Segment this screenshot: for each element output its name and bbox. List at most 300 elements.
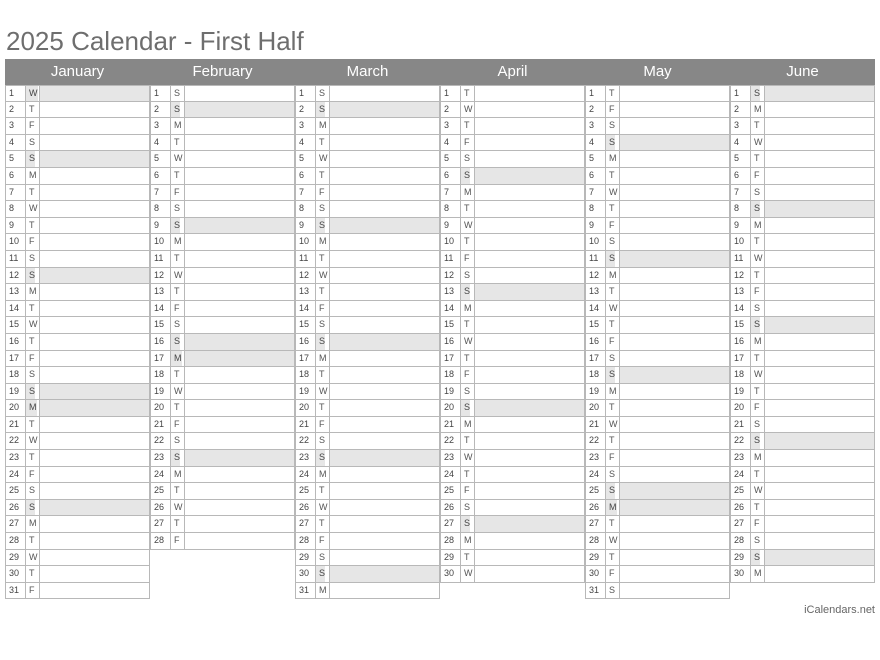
day-row [730, 234, 875, 251]
weekday-letter: W [605, 301, 618, 317]
day-row [150, 85, 295, 102]
note-cell [764, 433, 874, 449]
day-number: 27 [444, 518, 455, 529]
day-row [150, 516, 295, 533]
day-number: 5 [444, 153, 450, 164]
weekday-letter: M [315, 118, 327, 134]
day-row [295, 85, 440, 102]
note-cell [184, 433, 294, 449]
day-number: 31 [299, 584, 310, 595]
note-cell [619, 566, 729, 582]
weekday-letter: F [25, 467, 35, 483]
day-row [585, 317, 730, 334]
day-number: 12 [154, 269, 165, 280]
weekday-letter: W [750, 367, 763, 383]
day-row [150, 118, 295, 135]
day-row [730, 301, 875, 318]
day-number: 2 [444, 103, 450, 114]
weekday-letter: S [170, 317, 180, 333]
note-cell [39, 467, 149, 483]
note-cell [619, 500, 729, 516]
weekday-letter: T [170, 251, 180, 267]
day-row [295, 234, 440, 251]
day-number: 1 [154, 88, 160, 98]
day-row [295, 566, 440, 583]
day-number: 18 [444, 369, 455, 380]
day-row [150, 417, 295, 434]
day-number: 12 [299, 269, 310, 280]
weekday-letter: F [170, 417, 180, 433]
day-number: 6 [734, 169, 740, 180]
weekday-letter: T [170, 367, 180, 383]
note-cell [619, 251, 729, 267]
day-row [585, 85, 730, 102]
note-cell [184, 400, 294, 416]
note-cell [39, 583, 149, 599]
day-number: 21 [9, 418, 20, 429]
note-cell [474, 351, 584, 367]
day-number: 3 [734, 120, 740, 131]
note-cell [474, 135, 584, 151]
day-row [295, 334, 440, 351]
weekday-letter: W [170, 268, 183, 284]
weekday-letter: M [605, 268, 617, 284]
note-cell [474, 550, 584, 566]
day-number: 26 [299, 501, 310, 512]
note-cell [474, 400, 584, 416]
weekday-letter: T [170, 483, 180, 499]
note-cell [764, 533, 874, 549]
note-cell [329, 533, 439, 549]
note-cell [764, 483, 874, 499]
note-cell [764, 566, 874, 582]
note-cell [619, 516, 729, 532]
weekday-letter: W [460, 334, 473, 350]
day-number: 22 [444, 435, 455, 446]
weekday-letter: F [605, 218, 615, 234]
day-row [5, 467, 150, 484]
day-number: 30 [589, 568, 600, 579]
weekday-letter: T [460, 467, 470, 483]
day-row [730, 168, 875, 185]
day-number: 11 [9, 252, 19, 263]
note-cell [184, 450, 294, 466]
note-cell [474, 450, 584, 466]
day-row [295, 467, 440, 484]
day-row [150, 483, 295, 500]
day-number: 14 [734, 302, 745, 313]
day-row [440, 566, 585, 583]
day-number: 1 [444, 88, 450, 98]
day-row [295, 483, 440, 500]
day-row [295, 185, 440, 202]
note-cell [764, 467, 874, 483]
weekday-letter: M [170, 118, 182, 134]
day-row [730, 533, 875, 550]
note-cell [619, 483, 729, 499]
day-number: 31 [9, 584, 20, 595]
weekday-letter: S [315, 218, 325, 234]
day-row [295, 301, 440, 318]
day-number: 29 [444, 551, 455, 562]
note-cell [329, 218, 439, 234]
day-row [150, 234, 295, 251]
weekday-letter: S [25, 483, 35, 499]
day-row [440, 151, 585, 168]
day-row [295, 317, 440, 334]
weekday-letter: T [605, 516, 615, 532]
note-cell [619, 118, 729, 134]
day-number: 18 [734, 369, 745, 380]
weekday-letter: F [750, 284, 760, 300]
weekday-letter: T [25, 334, 35, 350]
day-number: 4 [589, 136, 595, 147]
weekday-letter: F [25, 118, 35, 134]
day-row [5, 85, 150, 102]
day-row [150, 500, 295, 517]
day-number: 8 [734, 203, 740, 214]
day-row [150, 168, 295, 185]
day-row [5, 384, 150, 401]
note-cell [329, 467, 439, 483]
day-number: 8 [9, 203, 15, 214]
weekday-letter: S [315, 334, 325, 350]
day-row [730, 317, 875, 334]
note-cell [764, 367, 874, 383]
day-number: 23 [9, 452, 20, 463]
day-number: 9 [589, 219, 595, 230]
weekday-letter: T [750, 118, 760, 134]
day-number: 24 [734, 468, 745, 479]
weekday-letter: F [170, 185, 180, 201]
note-cell [329, 317, 439, 333]
day-row [5, 433, 150, 450]
day-number: 9 [154, 219, 160, 230]
day-number: 21 [299, 418, 310, 429]
note-cell [329, 201, 439, 217]
day-number: 27 [589, 518, 600, 529]
note-cell [474, 533, 584, 549]
note-cell [764, 102, 874, 118]
weekday-letter: T [460, 234, 470, 250]
weekday-letter: S [315, 450, 325, 466]
weekday-letter: W [25, 86, 38, 101]
weekday-letter: F [315, 185, 325, 201]
day-row [730, 467, 875, 484]
weekday-letter: W [315, 151, 328, 167]
note-cell [764, 550, 874, 566]
day-row [5, 301, 150, 318]
day-row [5, 185, 150, 202]
day-number: 30 [734, 568, 745, 579]
note-cell [619, 185, 729, 201]
day-number: 25 [734, 485, 745, 496]
weekday-letter: T [170, 400, 180, 416]
note-cell [39, 334, 149, 350]
day-number: 4 [444, 136, 450, 147]
weekday-letter: M [750, 218, 762, 234]
weekday-letter: S [460, 151, 470, 167]
note-cell [474, 251, 584, 267]
weekday-letter: W [605, 417, 618, 433]
weekday-letter: W [460, 450, 473, 466]
note-cell [474, 500, 584, 516]
weekday-letter: F [750, 516, 760, 532]
month-header-february: February [150, 59, 295, 85]
note-cell [619, 550, 729, 566]
day-number: 10 [589, 236, 600, 247]
weekday-letter: F [25, 234, 35, 250]
note-cell [329, 566, 439, 582]
weekday-letter: M [25, 516, 37, 532]
note-cell [764, 185, 874, 201]
note-cell [39, 201, 149, 217]
weekday-letter: T [315, 400, 325, 416]
day-number: 24 [9, 468, 20, 479]
weekday-letter: S [25, 251, 35, 267]
day-row [440, 118, 585, 135]
weekday-letter: M [750, 102, 762, 118]
weekday-letter: S [605, 467, 615, 483]
weekday-letter: M [25, 400, 37, 416]
day-number: 22 [9, 435, 20, 446]
day-number: 1 [589, 88, 595, 98]
note-cell [329, 583, 439, 599]
day-row [585, 268, 730, 285]
weekday-letter: S [605, 583, 615, 599]
day-number: 4 [154, 136, 160, 147]
day-number: 19 [299, 385, 310, 396]
day-row [730, 251, 875, 268]
day-number: 26 [589, 501, 600, 512]
note-cell [619, 384, 729, 400]
day-number: 11 [299, 252, 309, 263]
weekday-letter: W [170, 384, 183, 400]
weekday-letter: S [315, 201, 325, 217]
day-number: 25 [589, 485, 600, 496]
day-row [585, 417, 730, 434]
day-number: 15 [299, 319, 310, 330]
weekday-letter: T [460, 201, 470, 217]
day-row [730, 433, 875, 450]
day-number: 18 [9, 369, 20, 380]
weekday-letter: S [460, 516, 470, 532]
day-row [585, 201, 730, 218]
day-row [5, 516, 150, 533]
weekday-letter: S [315, 566, 325, 582]
day-number: 13 [734, 286, 745, 297]
note-cell [39, 533, 149, 549]
note-cell [39, 284, 149, 300]
weekday-letter: T [315, 135, 325, 151]
weekday-letter: S [460, 500, 470, 516]
weekday-letter: W [750, 483, 763, 499]
day-row [150, 135, 295, 152]
weekday-letter: M [315, 467, 327, 483]
day-row [5, 218, 150, 235]
day-row [730, 516, 875, 533]
note-cell [619, 218, 729, 234]
note-cell [184, 384, 294, 400]
weekday-letter: W [25, 317, 38, 333]
weekday-letter: S [460, 384, 470, 400]
day-row [730, 351, 875, 368]
day-number: 31 [589, 584, 600, 595]
day-row [730, 284, 875, 301]
day-number: 24 [299, 468, 310, 479]
note-cell [474, 566, 584, 582]
day-row [5, 284, 150, 301]
day-number: 3 [589, 120, 595, 131]
weekday-letter: F [605, 450, 615, 466]
note-cell [474, 185, 584, 201]
day-number: 5 [589, 153, 595, 164]
day-row [295, 351, 440, 368]
day-row [440, 400, 585, 417]
weekday-letter: T [750, 467, 760, 483]
day-row [585, 566, 730, 583]
weekday-letter: F [170, 301, 180, 317]
day-row [150, 367, 295, 384]
note-cell [764, 168, 874, 184]
day-number: 6 [9, 169, 15, 180]
day-number: 14 [444, 302, 455, 313]
note-cell [764, 516, 874, 532]
day-row [5, 135, 150, 152]
day-number: 19 [734, 385, 745, 396]
day-number: 28 [589, 535, 600, 546]
day-number: 27 [9, 518, 20, 529]
note-cell [474, 201, 584, 217]
weekday-letter: F [460, 251, 470, 267]
note-cell [474, 268, 584, 284]
day-row [5, 201, 150, 218]
day-number: 10 [444, 236, 455, 247]
day-row [295, 268, 440, 285]
weekday-letter: T [315, 251, 325, 267]
day-row [585, 234, 730, 251]
note-cell [184, 417, 294, 433]
weekday-letter: T [605, 433, 615, 449]
day-row [5, 168, 150, 185]
note-cell [329, 135, 439, 151]
note-cell [184, 185, 294, 201]
weekday-letter: S [460, 284, 470, 300]
weekday-letter: T [25, 450, 35, 466]
day-row [730, 566, 875, 583]
day-number: 15 [154, 319, 165, 330]
day-row [730, 483, 875, 500]
day-row [730, 550, 875, 567]
note-cell [619, 86, 729, 101]
weekday-letter: F [750, 168, 760, 184]
weekday-letter: S [750, 201, 760, 217]
weekday-letter: M [25, 168, 37, 184]
note-cell [764, 135, 874, 151]
day-row [440, 533, 585, 550]
note-cell [39, 500, 149, 516]
note-cell [184, 351, 294, 367]
weekday-letter: S [605, 367, 615, 383]
note-cell [619, 351, 729, 367]
day-row [585, 218, 730, 235]
day-row [585, 400, 730, 417]
day-row [295, 367, 440, 384]
weekday-letter: M [750, 450, 762, 466]
weekday-letter: F [315, 417, 325, 433]
note-cell [329, 301, 439, 317]
note-cell [184, 500, 294, 516]
note-cell [474, 301, 584, 317]
day-row [295, 102, 440, 119]
day-number: 4 [299, 136, 305, 147]
note-cell [184, 234, 294, 250]
note-cell [619, 334, 729, 350]
note-cell [184, 135, 294, 151]
day-number: 21 [589, 418, 600, 429]
weekday-letter: S [315, 317, 325, 333]
month-column-february [150, 85, 295, 550]
day-number: 3 [299, 120, 305, 131]
note-cell [619, 317, 729, 333]
weekday-letter: S [170, 201, 180, 217]
note-cell [39, 268, 149, 284]
day-number: 1 [734, 88, 740, 98]
note-cell [474, 367, 584, 383]
note-cell [764, 218, 874, 234]
day-number: 26 [9, 501, 20, 512]
note-cell [764, 86, 874, 101]
day-row [585, 550, 730, 567]
day-number: 19 [9, 385, 20, 396]
day-row [150, 334, 295, 351]
weekday-letter: T [605, 550, 615, 566]
weekday-letter: T [170, 168, 180, 184]
weekday-letter: M [605, 384, 617, 400]
note-cell [184, 516, 294, 532]
day-row [440, 367, 585, 384]
note-cell [329, 400, 439, 416]
day-row [150, 268, 295, 285]
weekday-letter: S [170, 334, 180, 350]
weekday-letter: M [605, 151, 617, 167]
note-cell [764, 234, 874, 250]
weekday-letter: W [315, 500, 328, 516]
day-number: 2 [734, 103, 740, 114]
note-cell [619, 533, 729, 549]
note-cell [39, 168, 149, 184]
note-cell [184, 102, 294, 118]
day-number: 28 [444, 535, 455, 546]
note-cell [619, 284, 729, 300]
day-row [5, 268, 150, 285]
day-row [440, 433, 585, 450]
note-cell [619, 583, 729, 599]
day-number: 8 [589, 203, 595, 214]
day-row [730, 85, 875, 102]
weekday-letter: S [750, 550, 760, 566]
day-number: 9 [444, 219, 450, 230]
note-cell [619, 467, 729, 483]
day-number: 26 [154, 501, 165, 512]
day-number: 21 [444, 418, 455, 429]
weekday-letter: T [605, 86, 615, 101]
weekday-letter: S [750, 533, 760, 549]
day-number: 1 [299, 88, 305, 98]
day-row [295, 384, 440, 401]
note-cell [39, 86, 149, 101]
note-cell [39, 135, 149, 151]
